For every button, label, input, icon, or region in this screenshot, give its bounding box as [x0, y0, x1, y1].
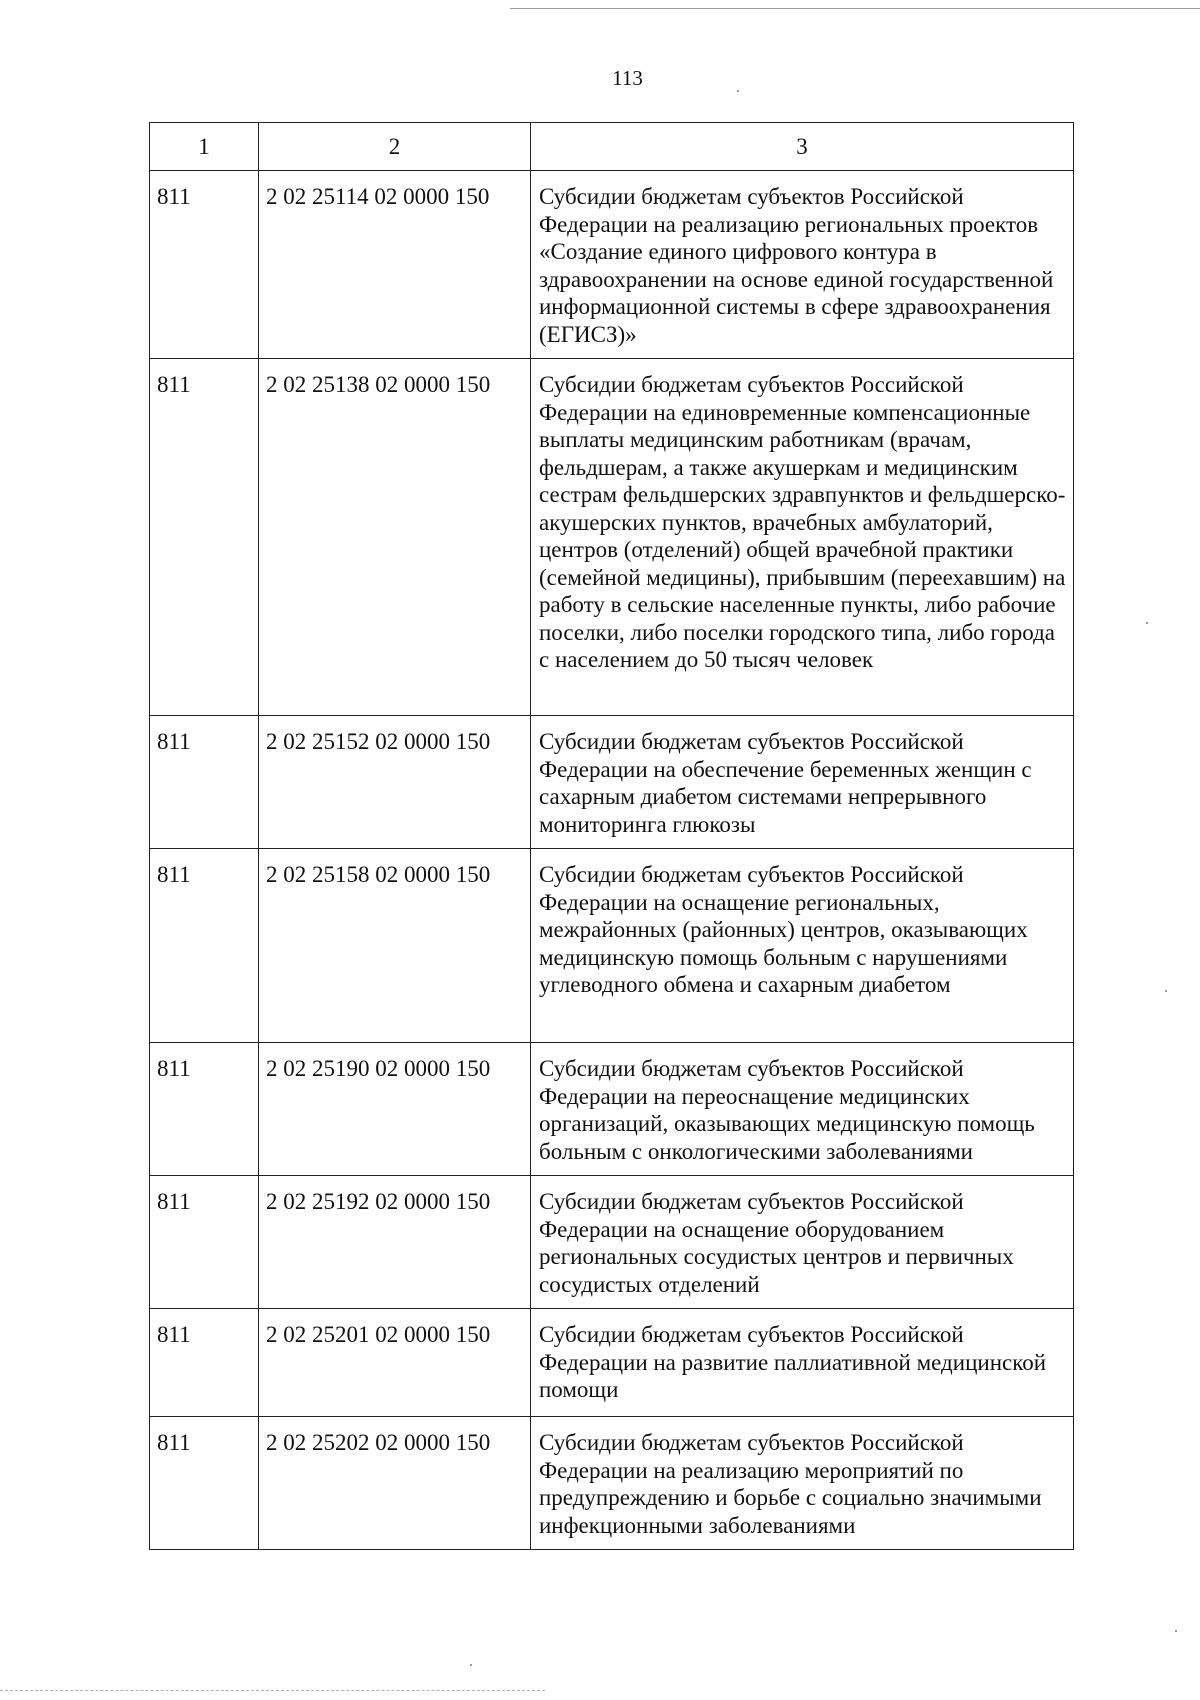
table-row [150, 1417, 1074, 1550]
page-number: 113 [612, 66, 643, 90]
table-row [150, 1309, 1074, 1417]
scan-edge-line-top [510, 8, 1200, 9]
description-cell: Субсидии бюджетам субъектов Российской Федерации на реализацию мероприятий по предупреждению и борьбе с социально значимыми инфекционными заболеваниями [531, 1417, 1074, 1550]
table-row [150, 1043, 1074, 1176]
admin-code-cell: 811 [150, 171, 259, 359]
description-cell: Субсидии бюджетам субъектов Российской Федерации на обеспечение беременных женщин с сахарным диабетом системами непрерывного мониторинга глюкозы [531, 716, 1074, 849]
admin-code-cell: 811 [150, 1309, 259, 1417]
scan-speck [1165, 990, 1167, 992]
table-row [150, 716, 1074, 849]
header-cell-3: 3 [531, 123, 1074, 171]
admin-code-cell: 811 [150, 716, 259, 849]
scan-speck [1175, 1630, 1177, 1632]
description-cell: Субсидии бюджетам субъектов Российской Федерации на оснащение региональных, межрайонных (районных) центров, оказывающих медицинскую помощь больным с нарушениями углеводного обмена и сахарным диабетом [531, 849, 1074, 1043]
admin-code-cell: 811 [150, 1176, 259, 1309]
table-row [150, 1176, 1074, 1309]
budget-code-cell: 2 02 25190 02 0000 150 [259, 1043, 531, 1176]
budget-code-cell: 2 02 25152 02 0000 150 [259, 716, 531, 849]
scan-edge-line-bottom [0, 1690, 545, 1691]
description-cell: Субсидии бюджетам субъектов Российской Федерации на развитие паллиативной медицинской помощи [531, 1309, 1074, 1417]
scan-speck [1146, 622, 1148, 624]
budget-codes-table [149, 122, 1074, 1550]
table-row [150, 359, 1074, 716]
header-cell-1: 1 [150, 123, 259, 171]
description-cell: Субсидии бюджетам субъектов Российской Федерации на реализацию региональных проектов «Создание единого цифрового контура в здравоохранении на основе единой государственной информационной системы в сфере здравоохранения (ЕГИСЗ)» [531, 171, 1074, 359]
admin-code-cell: 811 [150, 359, 259, 716]
budget-code-cell: 2 02 25158 02 0000 150 [259, 849, 531, 1043]
admin-code-cell: 811 [150, 1417, 259, 1550]
budget-code-cell: 2 02 25138 02 0000 150 [259, 359, 531, 716]
budget-code-cell: 2 02 25201 02 0000 150 [259, 1309, 531, 1417]
header-cell-2: 2 [259, 123, 531, 171]
budget-code-cell: 2 02 25202 02 0000 150 [259, 1417, 531, 1550]
scan-speck [737, 90, 739, 92]
table-row [150, 849, 1074, 1043]
description-cell: Субсидии бюджетам субъектов Российской Федерации на переоснащение медицинских организаций, оказывающих медицинскую помощь больным с онкологическими заболеваниями [531, 1043, 1074, 1176]
scan-speck [470, 1664, 472, 1666]
description-cell: Субсидии бюджетам субъектов Российской Федерации на единовременные компенсационные выплаты медицинским работникам (врачам, фельдшерам, а также акушеркам и медицинским сестрам фельдшерских здравпунктов и фельдшерско-акушерских пунктов, врачебных амбулаторий, центров (отделений) общей врачебной практики (семейной медицины), прибывшим (переехавшим) на работу в сельские населенные пункты, либо рабочие поселки, либо поселки городского типа, либо города с населением до 50 тысяч человек [531, 359, 1074, 716]
budget-code-cell: 2 02 25192 02 0000 150 [259, 1176, 531, 1309]
budget-code-cell: 2 02 25114 02 0000 150 [259, 171, 531, 359]
table-header-row [150, 123, 1074, 171]
admin-code-cell: 811 [150, 849, 259, 1043]
description-cell: Субсидии бюджетам субъектов Российской Федерации на оснащение оборудованием региональных сосудистых центров и первичных сосудистых отделений [531, 1176, 1074, 1309]
admin-code-cell: 811 [150, 1043, 259, 1176]
table-row [150, 171, 1074, 359]
